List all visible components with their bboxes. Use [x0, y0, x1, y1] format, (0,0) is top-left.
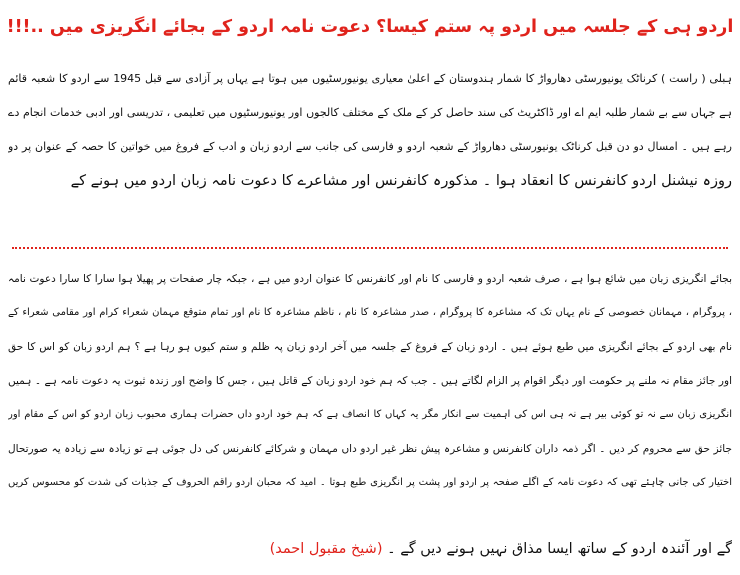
closing-text: گے اور آئندہ اردو کے ساتھ ایسا مذاق نہیں ہونے دیں گے ۔	[387, 541, 732, 557]
paragraph-2-line-6: جائز حق سے محروم کر دیں ۔ اگر ذمہ داران کانفرنس و مشاعرہ پیش نظر غیر اردو داں مہمان و شرکائے کانفرنس کی دل جوئی ہے تو زیادہ سے زیادہ یہ صورتحال	[8, 443, 732, 455]
paragraph-1-line-3: رہے ہیں ۔ امسال دو دن قبل کرناٹک یونیورسٹی دھارواڑ کے شعبہ اردو و فارسی کی جانب سے اردو زبان و ادب کے فروغ میں خواتین کا حصہ کے عنوان پر دو	[8, 140, 732, 153]
author-name: (شیخ مقبول احمد)	[269, 541, 383, 557]
paragraph-2-line-8	[8, 532, 732, 566]
headline: اردو ہی کے جلسہ میں اردو پہ ستم کیسا؟ دعوت نامہ اردو کے بجائے انگریزی میں ..!!!	[6, 17, 734, 37]
paragraph-2-line-3: نام بھی اردو کے بجائے انگریزی میں طبع ہوئے ہیں ۔ اردو زبان کے فروغ کے جلسہ میں آخر اردو زبان پہ ظلم و ستم کیوں ہو رہا ہے ؟ ہم اردو زبان کو اس کا حق	[8, 341, 732, 353]
paragraph-2-line-1: بجائے انگریزی زبان میں شائع ہوا ہے ، صرف شعبہ اردو و فارسی کا نام اور کانفرنس کا عنوان اردو میں ہے ، جبکہ چار صفحات پر پھیلا ہوا سارا کا سارا دعوت نامہ	[8, 273, 732, 285]
paragraph-2-line-4: اور جائز مقام نہ ملنے پر حکومت اور دیگر اقوام پر الزام لگاتے ہیں ۔ جب کہ ہم خود اردو زبان کے قاتل ہیں ، جس کا واضح اور زندہ ثبوت یہ دعوت نامہ ہے ۔ ہمیں	[8, 375, 732, 387]
paragraph-2-line-5: انگریزی زبان سے نہ تو کوئی بیر ہے نہ ہی اس کی اہمیت سے انکار مگر یہ کہاں کا انصاف ہے کہ ہم خود اردو داں حضرات ہماری محبوب زبان اردو کو اس کے مقام اور	[8, 409, 732, 420]
paragraph-2-line-7: اختیار کی جانی چاہئے تھی کہ دعوت نامہ کے اگلے صفحہ پر اردو اور پشت پر انگریزی طبع ہوتا ۔ امید کہ محبان اردو راقم الحروف کے جذبات کی شدت کو محسوس کریں	[8, 477, 732, 488]
paragraph-1-line-4: روزہ نیشنل اردو کانفرنس کا انعقاد ہوا ۔ مذکورہ کانفرنس اور مشاعرے کا دعوت نامہ زبان اردو میں ہونے کے	[70, 173, 732, 189]
paragraph-2-line-2: ، پروگرام ، مہمانان خصوصی کے نام یہاں تک کہ مشاعرہ کا پروگرام ، صدر مشاعرہ کا نام ، ناظم مشاعرہ کا نام اور تمام متوقع مہمان شعراء کرام اور مقامی شعراء کے	[8, 307, 732, 318]
dotted-divider	[12, 247, 728, 249]
paragraph-1-line-1: ہبلی ( راست ) کرناٹک یونیورسٹی دھارواڑ کا شمار ہندوستان کے اعلیٰ معیاری یونیورسٹیوں میں ہوتا ہے یہاں پر آزادی سے قبل 1945 سے اردو کا شعبہ قائم	[8, 72, 732, 85]
paragraph-1-line-2: ہے جہاں سے بے شمار طلبہ ایم اے اور ڈاکٹریٹ کی سند حاصل کر کے ملک کے مختلف کالجوں اور یونیورسٹیوں میں تعلیمی ، تدریسی اور ادبی خدمات انجام دے	[8, 106, 732, 119]
